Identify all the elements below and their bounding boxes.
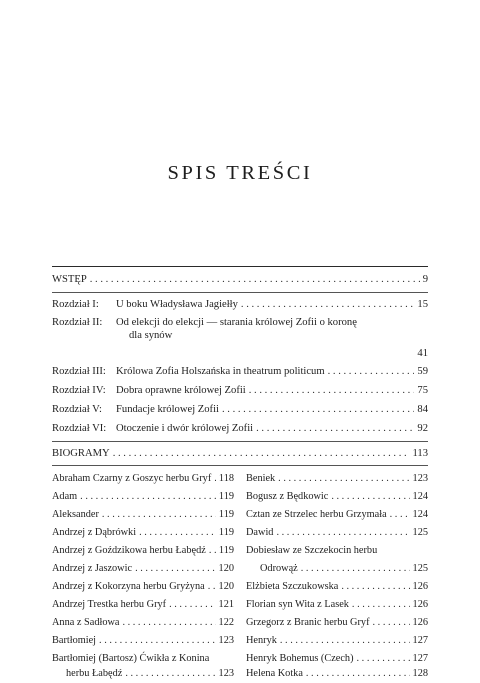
chapter-label: Rozdział IV: <box>52 385 106 396</box>
chapter-title: Fundacje królowej Zofii <box>116 404 219 415</box>
section-rule <box>52 292 428 293</box>
toc-entry-biogramy <box>52 447 428 461</box>
entry-page: 9 <box>422 274 428 285</box>
biography-page: 123 <box>218 668 234 679</box>
leader-dots <box>80 490 216 504</box>
biography-name: Helena Kotka <box>246 668 303 679</box>
leader-dots <box>122 616 215 630</box>
biography-page: 127 <box>412 635 428 646</box>
chapter-page: 41 <box>417 348 428 359</box>
toc-entry-chapter-page <box>52 347 428 361</box>
chapter-label: Rozdział VI: <box>52 423 107 434</box>
toc-entry-chapter <box>52 298 428 312</box>
biography-entry <box>52 598 234 612</box>
biography-entry <box>246 472 428 486</box>
chapter-label: Rozdział III: <box>52 366 106 377</box>
biography-entry <box>52 580 234 594</box>
biography-entry-continued <box>260 562 428 576</box>
top-rule <box>52 266 428 267</box>
biography-page: 118 <box>218 473 234 484</box>
biography-name: Florian syn Wita z Lasek <box>246 599 349 610</box>
biography-page: 126 <box>412 617 428 628</box>
biography-name: Andrzej Trestka herbu Gryf <box>52 599 167 610</box>
leader-dots <box>222 403 414 417</box>
biography-page: 121 <box>218 599 234 610</box>
leader-dots <box>357 652 410 666</box>
biography-entry <box>52 634 234 648</box>
biography-entry <box>246 616 428 630</box>
chapter-label: Rozdział I: <box>52 299 99 310</box>
toc-entry-chapter <box>52 316 428 330</box>
entry-label: BIOGRAMY <box>52 448 110 459</box>
chapter-page: 15 <box>417 299 428 310</box>
biography-name: Elżbieta Szczukowska <box>246 581 339 592</box>
chapter-title: Dobra oprawne królowej Zofii <box>116 385 246 396</box>
biography-name: Abraham Czarny z Goszyc herbu Gryf <box>52 473 212 484</box>
leader-dots <box>139 526 216 540</box>
entry-label: WSTĘP <box>52 274 87 285</box>
biography-entry <box>52 616 234 630</box>
biography-page: 125 <box>412 527 428 538</box>
leader-dots <box>306 667 410 681</box>
toc-entry-chapter-continued <box>129 329 428 343</box>
biography-name: Andrzej z Kokorzyna herbu Gryżyna <box>52 581 205 592</box>
leader-dots <box>280 634 410 648</box>
leader-dots <box>256 422 414 436</box>
chapter-title: Od elekcji do elekcji — starania królowej Zofii o koronę <box>116 317 357 328</box>
leader-dots <box>276 526 409 540</box>
entry-page: 113 <box>412 448 428 459</box>
chapter-title: Otoczenie i dwór królowej Zofii <box>116 423 254 434</box>
leader-dots <box>102 508 216 522</box>
biography-entry <box>246 526 428 540</box>
biography-page: 123 <box>412 473 428 484</box>
chapter-page: 92 <box>417 423 428 434</box>
biography-entry <box>52 472 234 486</box>
biography-page: 126 <box>412 599 428 610</box>
toc-entry-intro <box>52 273 428 287</box>
biography-name: Bogusz z Będkowic <box>246 491 329 502</box>
leader-dots <box>390 508 410 522</box>
leader-dots <box>113 447 410 461</box>
biography-name: Henryk <box>246 635 277 646</box>
biography-entry <box>246 634 428 648</box>
biography-page: 124 <box>412 491 428 502</box>
leader-dots <box>125 667 215 681</box>
leader-dots <box>328 365 415 379</box>
chapter-page: 59 <box>417 366 428 377</box>
biography-entry <box>246 490 428 504</box>
chapter-title: U boku Władysława Jagiełły <box>116 299 238 310</box>
biography-name: Dobiesław ze Szczekocin herbu <box>246 545 378 556</box>
biography-entry <box>246 667 428 681</box>
biography-name: Anna z Sadłowa <box>52 617 120 628</box>
biography-page: 120 <box>218 581 234 592</box>
biography-name: Aleksander <box>52 509 99 520</box>
leader-dots <box>373 616 410 630</box>
biography-name-continued: Odrowąż <box>260 563 298 574</box>
toc-entry-chapter <box>52 365 428 379</box>
biography-page: 123 <box>218 635 234 646</box>
biography-name: Beniek <box>246 473 276 484</box>
biography-entry <box>246 580 428 594</box>
chapter-title: Królowa Zofia Holszańska in theatrum politicum <box>116 366 325 377</box>
biography-entry <box>246 508 428 522</box>
biography-page: 125 <box>412 563 428 574</box>
biography-entry <box>52 490 234 504</box>
biography-name: Andrzej z Goździkowa herbu Łabędź <box>52 545 206 556</box>
biography-name: Cztan ze Strzelec herbu Grzymała <box>246 509 387 520</box>
biography-entry <box>52 526 234 540</box>
chapter-page: 75 <box>417 385 428 396</box>
biography-page: 119 <box>218 545 234 556</box>
leader-dots <box>301 562 410 576</box>
biography-name: Andrzej z Jaszowic <box>52 563 133 574</box>
biography-page: 120 <box>218 563 234 574</box>
biography-name: Dawid <box>246 527 274 538</box>
section-rule <box>52 465 428 466</box>
biography-entry <box>52 562 234 576</box>
biography-page: 119 <box>218 527 234 538</box>
biography-name: Grzegorz z Branic herbu Gryf <box>246 617 370 628</box>
leader-dots <box>208 580 216 594</box>
biography-name: Henryk Bohemus (Czech) <box>246 653 354 664</box>
leader-dots <box>249 384 415 398</box>
biography-name: Adam <box>52 491 78 502</box>
toc-entry-chapter <box>52 403 428 417</box>
biography-page: 127 <box>412 653 428 664</box>
leader-dots <box>352 598 410 612</box>
leader-dots <box>99 634 216 648</box>
chapter-label: Rozdział V: <box>52 404 102 415</box>
page-title: SPIS TREŚCI <box>167 162 313 184</box>
biography-page: 126 <box>412 581 428 592</box>
biography-entry <box>52 652 234 666</box>
chapter-label: Rozdział II: <box>52 317 103 328</box>
biography-entry <box>246 652 428 666</box>
biography-page: 122 <box>218 617 234 628</box>
toc-entry-chapter <box>52 384 428 398</box>
leader-dots <box>241 298 415 312</box>
section-rule <box>52 441 428 442</box>
leader-dots <box>214 472 216 486</box>
biography-page: 128 <box>412 668 428 679</box>
biography-entry <box>52 544 234 558</box>
leader-dots <box>331 490 409 504</box>
biography-page: 124 <box>412 509 428 520</box>
biography-name: Bartłomiej (Bartosz) Ćwikła z Konina <box>52 653 210 664</box>
leader-dots <box>209 544 216 558</box>
leader-dots <box>341 580 409 594</box>
biography-entry <box>246 544 428 558</box>
biography-page: 119 <box>218 491 234 502</box>
biography-name: Andrzej z Dąbrówki <box>52 527 137 538</box>
biography-entry <box>52 508 234 522</box>
biography-entry-continued <box>66 667 234 681</box>
biography-page: 119 <box>218 509 234 520</box>
chapter-title-continued: dla synów <box>129 330 173 341</box>
leader-dots <box>135 562 215 576</box>
leader-dots <box>278 472 409 486</box>
biography-name-continued: herbu Łabędź <box>66 668 123 679</box>
chapter-page: 84 <box>417 404 428 415</box>
toc-entry-chapter <box>52 422 428 436</box>
leader-dots <box>169 598 215 612</box>
leader-dots <box>90 273 420 287</box>
biography-entry <box>246 598 428 612</box>
biography-name: Bartłomiej <box>52 635 97 646</box>
